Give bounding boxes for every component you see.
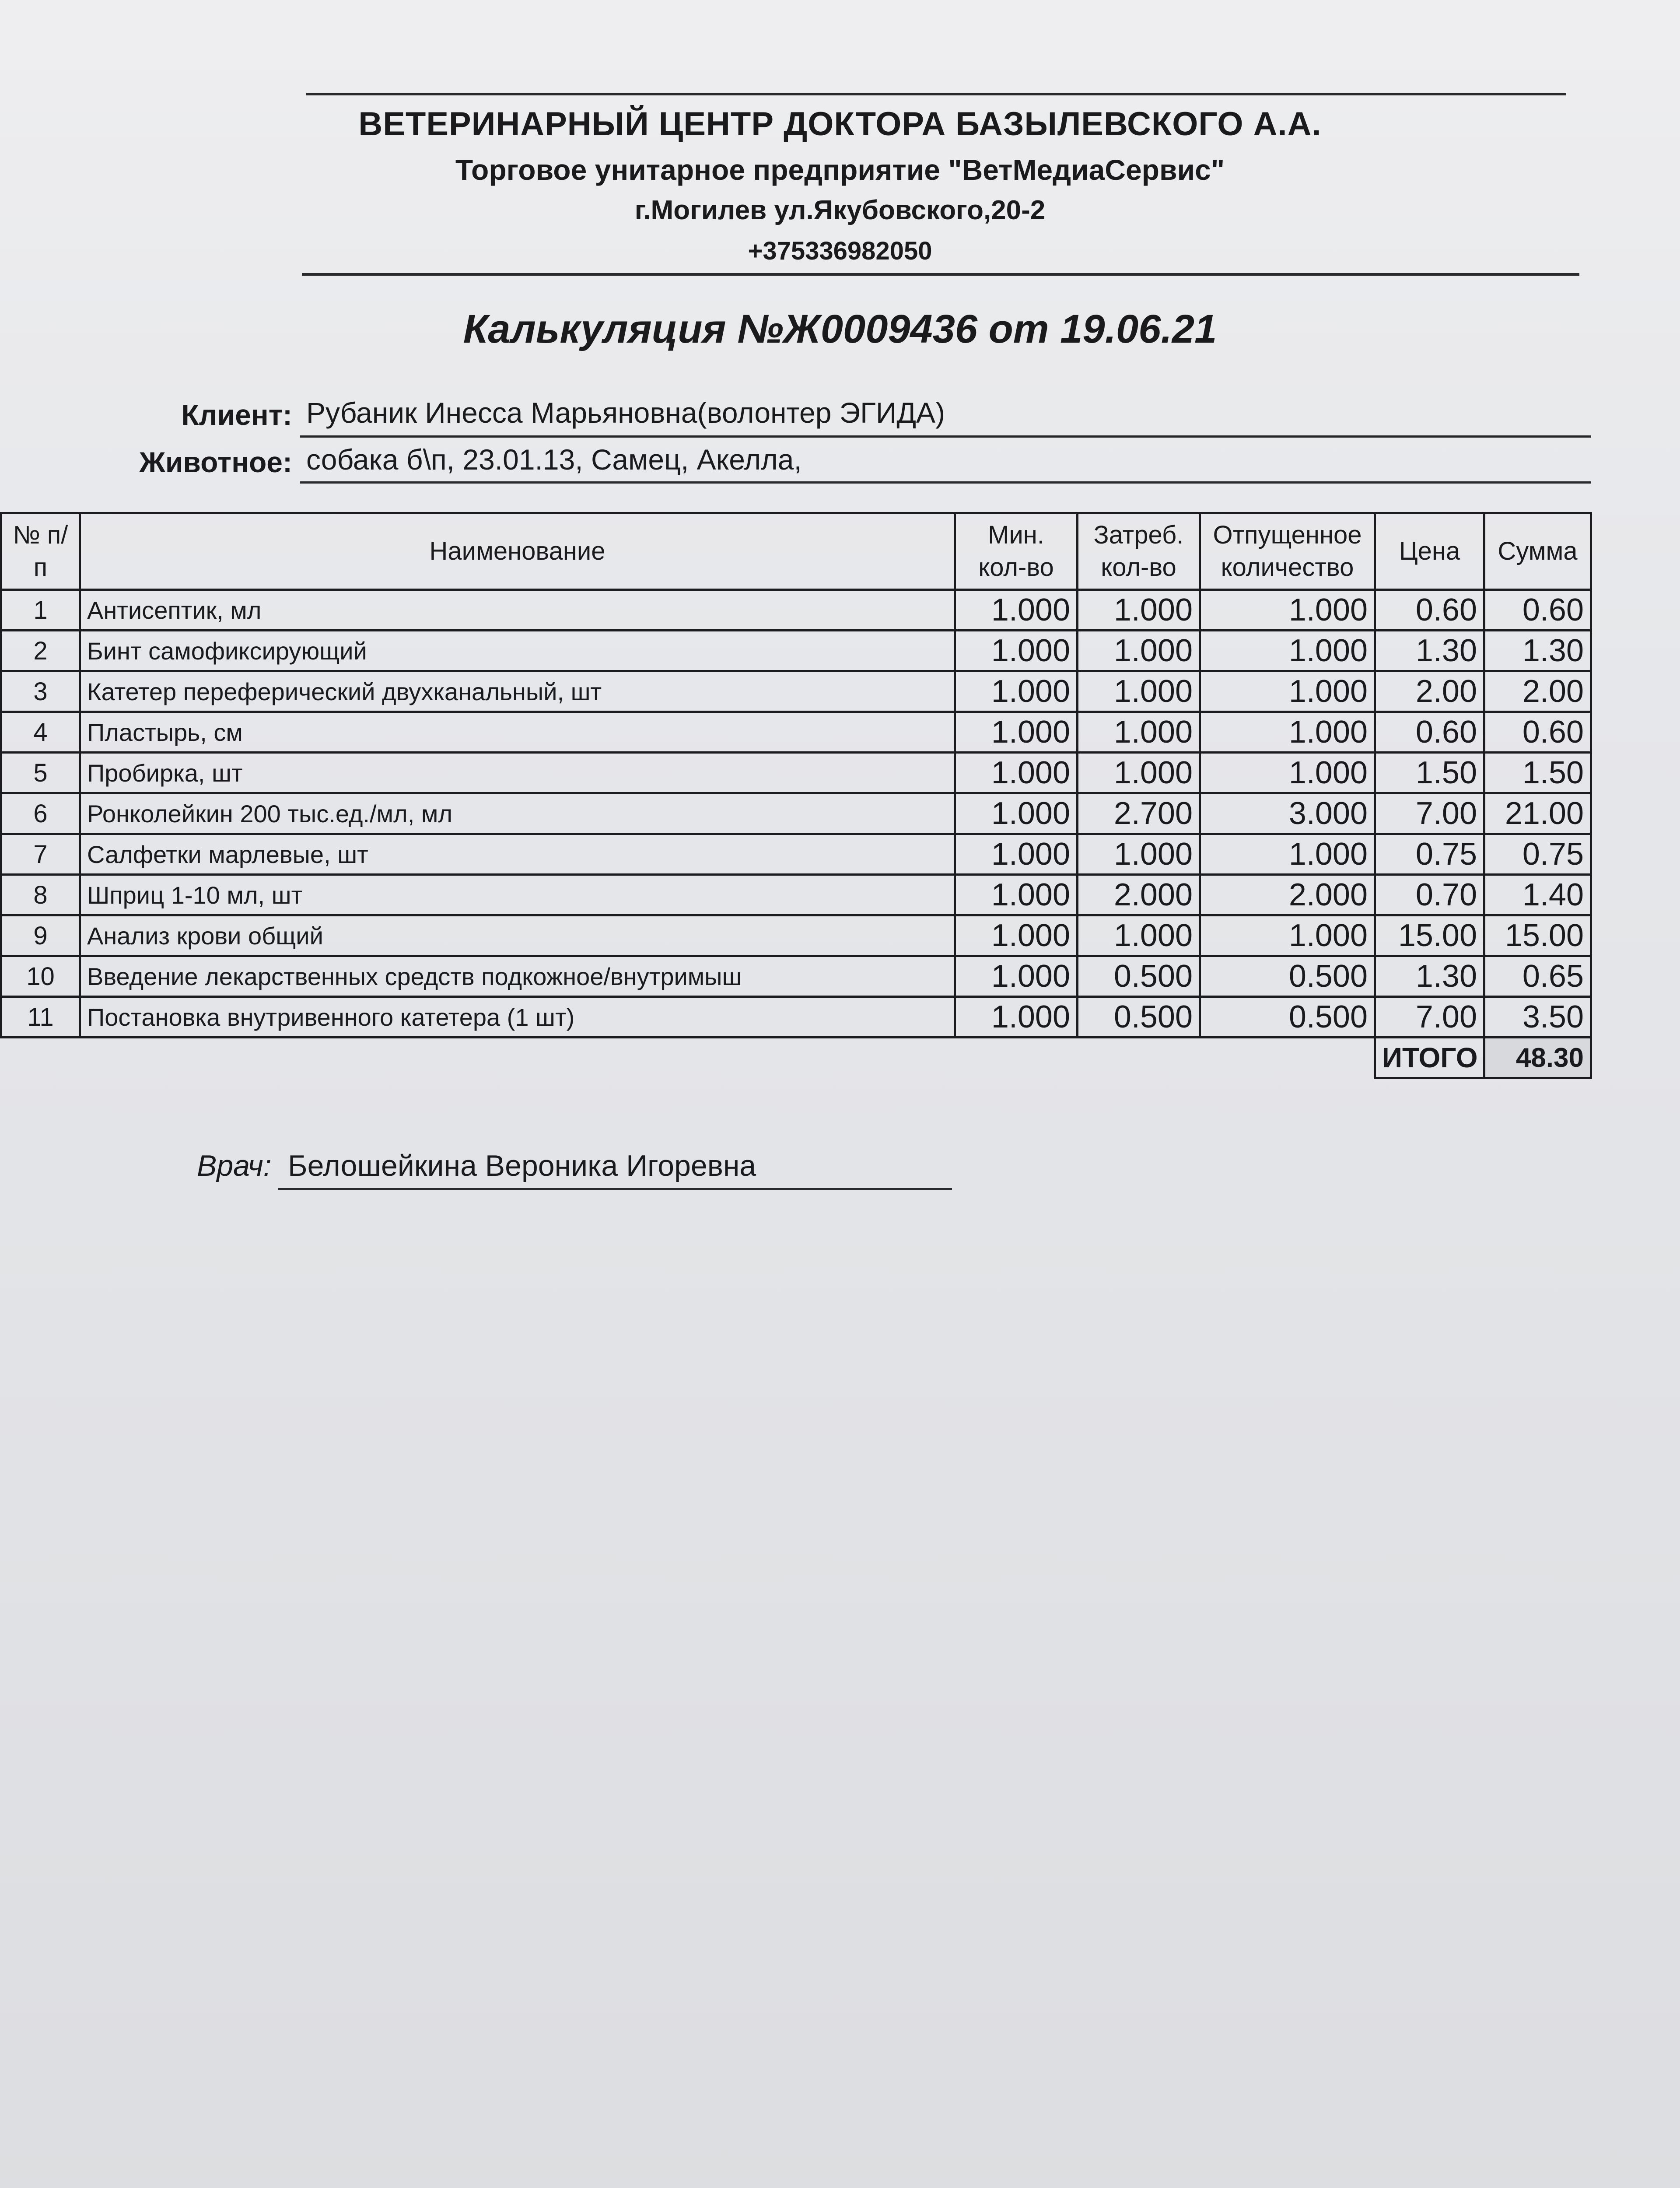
organization-name: ВЕТЕРИНАРНЫЙ ЦЕНТР ДОКТОРА БАЗЫЛЕВСКОГО А.А. [358,105,1322,143]
col-header-price: Цена [1375,513,1484,590]
item-name: Анализ крови общий [80,915,955,956]
requested-qty: 1.000 [1078,631,1200,671]
issued-qty: 3.000 [1200,793,1375,834]
total-label: ИТОГО [1375,1038,1484,1078]
requested-qty: 2.700 [1078,793,1200,834]
min-qty: 1.000 [955,793,1078,834]
sum: 0.75 [1484,834,1591,875]
calculation-table [0,512,1592,1079]
animal-underline [300,481,1591,484]
price: 2.00 [1375,671,1484,712]
sum: 1.30 [1484,631,1591,671]
min-qty: 1.000 [955,712,1078,753]
item-name: Пробирка, шт [80,753,955,793]
issued-qty: 0.500 [1200,956,1375,997]
table-row [1,915,1591,956]
doctor-label: Врач: [197,1149,272,1182]
row-number: 7 [1,834,80,875]
min-qty: 1.000 [955,631,1078,671]
table-row [1,793,1591,834]
row-number: 9 [1,915,80,956]
table-row [1,671,1591,712]
total-row [1,1038,1591,1078]
table-row [1,753,1591,793]
requested-qty: 1.000 [1078,834,1200,875]
item-name: Ронколейкин 200 тыс.ед./мл, мл [80,793,955,834]
price: 7.00 [1375,997,1484,1038]
min-qty: 1.000 [955,753,1078,793]
total-value: 48.30 [1484,1038,1591,1078]
min-qty: 1.000 [955,590,1078,631]
min-qty: 1.000 [955,875,1078,915]
sum: 0.60 [1484,712,1591,753]
row-number: 10 [1,956,80,997]
total-spacer [955,1038,1078,1078]
requested-qty: 1.000 [1078,915,1200,956]
issued-qty: 1.000 [1200,915,1375,956]
document-title: Калькуляция №Ж0009436 от 19.06.21 [463,307,1217,351]
requested-qty: 1.000 [1078,753,1200,793]
col-header-name: Наименование [80,513,955,590]
row-number: 8 [1,875,80,915]
item-name: Шприц 1-10 мл, шт [80,875,955,915]
total-spacer [1200,1038,1375,1078]
client-value: Рубаник Инесса Марьяновна(волонтер ЭГИДА) [306,396,945,429]
table-row [1,997,1591,1038]
client-label: Клиент: [181,399,292,431]
requested-qty: 1.000 [1078,671,1200,712]
price: 1.30 [1375,631,1484,671]
price: 1.50 [1375,753,1484,793]
sum: 1.40 [1484,875,1591,915]
col-header-requested-qty: Затреб. кол-во [1078,513,1200,590]
total-spacer [80,1038,955,1078]
row-number: 5 [1,753,80,793]
table-row [1,875,1591,915]
table-row [1,956,1591,997]
price: 7.00 [1375,793,1484,834]
company-name: Торговое унитарное предприятие "ВетМедиаСервис" [455,154,1225,186]
col-header-issued-qty: Отпущенное количество [1200,513,1375,590]
sum: 21.00 [1484,793,1591,834]
client-underline [300,435,1591,438]
requested-qty: 2.000 [1078,875,1200,915]
item-name: Постановка внутривенного катетера (1 шт) [80,997,955,1038]
sum: 0.65 [1484,956,1591,997]
company-phone: +375336982050 [748,237,932,265]
issued-qty: 1.000 [1200,712,1375,753]
requested-qty: 0.500 [1078,997,1200,1038]
total-spacer [1,1038,80,1078]
row-number: 2 [1,631,80,671]
sum: 15.00 [1484,915,1591,956]
sum: 2.00 [1484,671,1591,712]
table-row [1,631,1591,671]
item-name: Бинт самофиксирующий [80,631,955,671]
price: 15.00 [1375,915,1484,956]
total-spacer [1078,1038,1200,1078]
row-number: 1 [1,590,80,631]
table-row [1,590,1591,631]
table-body [1,590,1591,1038]
issued-qty: 2.000 [1200,875,1375,915]
table-row [1,712,1591,753]
min-qty: 1.000 [955,834,1078,875]
row-number: 3 [1,671,80,712]
min-qty: 1.000 [955,997,1078,1038]
animal-label: Животное: [139,446,292,478]
row-number: 4 [1,712,80,753]
sum: 0.60 [1484,590,1591,631]
min-qty: 1.000 [955,671,1078,712]
item-name: Антисептик, мл [80,590,955,631]
issued-qty: 1.000 [1200,631,1375,671]
requested-qty: 0.500 [1078,956,1200,997]
sum: 3.50 [1484,997,1591,1038]
item-name: Пластырь, см [80,712,955,753]
requested-qty: 1.000 [1078,712,1200,753]
col-header-min-qty: Мин. кол-во [955,513,1078,590]
col-header-sum: Сумма [1484,513,1591,590]
row-number: 11 [1,997,80,1038]
company-address: г.Могилев ул.Якубовского,20-2 [634,195,1046,225]
issued-qty: 1.000 [1200,753,1375,793]
issued-qty: 1.000 [1200,834,1375,875]
price: 0.75 [1375,834,1484,875]
item-name: Салфетки марлевые, шт [80,834,955,875]
col-header-number: № п/п [1,513,80,590]
sum: 1.50 [1484,753,1591,793]
header-bottom-rule [302,273,1579,276]
item-name: Катетер переферический двухканальный, шт [80,671,955,712]
price: 0.60 [1375,590,1484,631]
price: 0.70 [1375,875,1484,915]
doctor-name: Белошейкина Вероника Игоревна [288,1149,756,1182]
issued-qty: 1.000 [1200,590,1375,631]
table-row [1,834,1591,875]
table-header-row [1,513,1591,590]
animal-value: собака б\п, 23.01.13, Самец, Акелла, [306,443,802,476]
price: 1.30 [1375,956,1484,997]
doctor-underline [278,1188,952,1190]
price: 0.60 [1375,712,1484,753]
min-qty: 1.000 [955,915,1078,956]
header-top-rule [306,93,1566,95]
min-qty: 1.000 [955,956,1078,997]
row-number: 6 [1,793,80,834]
issued-qty: 0.500 [1200,997,1375,1038]
requested-qty: 1.000 [1078,590,1200,631]
item-name: Введение лекарственных средств подкожное/внутримыш [80,956,955,997]
issued-qty: 1.000 [1200,671,1375,712]
